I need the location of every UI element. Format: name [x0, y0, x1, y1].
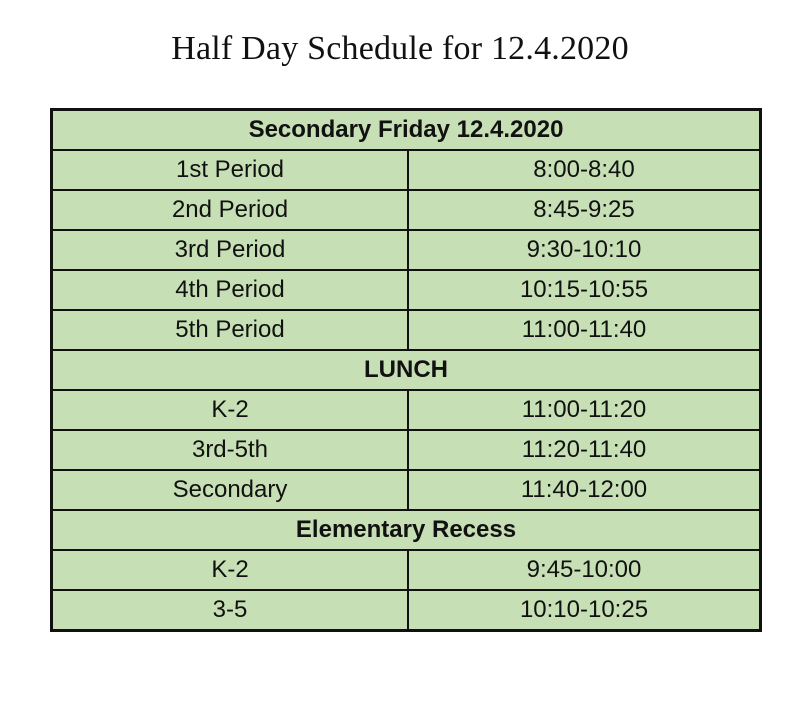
table-row — [52, 310, 761, 350]
section-heading-secondary: Secondary Friday 12.4.2020 — [52, 110, 761, 151]
group-time: 11:20-11:40 — [408, 430, 761, 470]
period-time: 9:30-10:10 — [408, 230, 761, 270]
period-label: 1st Period — [52, 150, 409, 190]
group-time: 11:40-12:00 — [408, 470, 761, 510]
table-row — [52, 550, 761, 590]
table-row — [52, 270, 761, 310]
group-label: Secondary — [52, 470, 409, 510]
period-time: 8:00-8:40 — [408, 150, 761, 190]
group-label: 3-5 — [52, 590, 409, 631]
section-heading-row — [52, 110, 761, 151]
period-label: 5th Period — [52, 310, 409, 350]
table-row — [52, 390, 761, 430]
table-row — [52, 150, 761, 190]
period-label: 3rd Period — [52, 230, 409, 270]
page-title: Half Day Schedule for 12.4.2020 — [171, 30, 629, 67]
group-label: K-2 — [52, 550, 409, 590]
section-heading-row — [52, 510, 761, 550]
table-row — [52, 430, 761, 470]
section-heading-lunch: LUNCH — [52, 350, 761, 390]
period-label: 2nd Period — [52, 190, 409, 230]
table-row — [52, 190, 761, 230]
schedule-table — [50, 108, 762, 632]
group-time: 10:10-10:25 — [408, 590, 761, 631]
group-label: 3rd-5th — [52, 430, 409, 470]
period-time: 11:00-11:40 — [408, 310, 761, 350]
group-time: 11:00-11:20 — [408, 390, 761, 430]
period-label: 4th Period — [52, 270, 409, 310]
table-row — [52, 590, 761, 631]
group-label: K-2 — [52, 390, 409, 430]
group-time: 9:45-10:00 — [408, 550, 761, 590]
section-heading-recess: Elementary Recess — [52, 510, 761, 550]
table-row — [52, 230, 761, 270]
table-row — [52, 470, 761, 510]
period-time: 10:15-10:55 — [408, 270, 761, 310]
period-time: 8:45-9:25 — [408, 190, 761, 230]
section-heading-row — [52, 350, 761, 390]
